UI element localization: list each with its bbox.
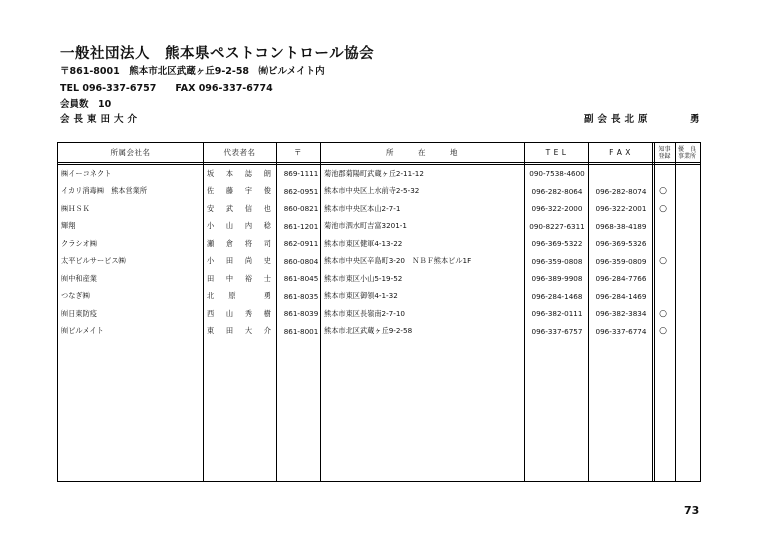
representative-cell <box>207 183 271 201</box>
postal-code-cell: 860-0804 <box>283 256 319 266</box>
header-registration <box>654 143 675 162</box>
representative-cell <box>207 165 271 183</box>
branch-mark <box>678 305 694 323</box>
representative-cell <box>207 235 271 253</box>
table-row <box>58 183 699 201</box>
table-row <box>58 235 699 253</box>
postal-code-cell: 861-8045 <box>283 274 319 284</box>
fax-cell: 0968-38-4189 <box>595 221 647 231</box>
address-cell: 熊本市東区小山5-19-52 <box>324 273 403 283</box>
representative-char: 士 <box>263 273 271 283</box>
header-tel: T E L <box>545 148 567 157</box>
representative-char: 倉 <box>225 238 234 248</box>
representative-char: 司 <box>263 238 271 248</box>
representative-char: 北 <box>207 291 215 301</box>
representative-char: 原 <box>228 291 236 301</box>
registration-mark <box>655 218 671 236</box>
representative-char: 樹 <box>263 308 271 318</box>
address-cell: 菊池市泗水町吉富3201-1 <box>324 221 407 231</box>
header-fax: F A X <box>609 148 631 157</box>
tel-cell: 090-7538-4600 <box>529 169 585 179</box>
header-postal-code: 〒 <box>294 148 302 157</box>
tel-cell: 096-369-5322 <box>531 239 583 249</box>
company-cell: 輝翔 <box>61 221 76 231</box>
representative-char: 本 <box>225 168 234 178</box>
company-cell: 太平ビルサービス㈱ <box>61 256 126 266</box>
tel-cell: 096-389-9908 <box>531 274 583 284</box>
representative-char: 安 <box>207 203 215 213</box>
document-title: 一般社団法人 熊本県ペストコントロール協会 <box>60 46 375 62</box>
header-registration-line2: 登録 <box>658 152 671 160</box>
representative-char: 瀬 <box>207 238 215 248</box>
branch-mark <box>678 235 694 253</box>
header-branch-line1: 優 良 <box>677 145 696 153</box>
fax-cell: 096-282-8074 <box>595 186 647 196</box>
page-number: 73 <box>684 504 700 517</box>
representative-char: 信 <box>244 203 253 213</box>
representative-char: 秀 <box>244 308 253 318</box>
representative-char: 宇 <box>244 186 253 196</box>
table-row <box>58 323 699 341</box>
representative-char: 介 <box>263 326 271 336</box>
header-address: 所 在 地 <box>386 148 458 157</box>
fax-cell: 096-359-0809 <box>595 256 647 266</box>
member-table <box>57 142 701 482</box>
association-contact: TEL 096-337-6757 FAX 096-337-6774 <box>60 83 273 94</box>
registration-mark <box>655 165 671 183</box>
fax-cell: 096-284-1469 <box>595 291 647 301</box>
branch-mark <box>678 323 694 341</box>
fax-cell: 096-284-7766 <box>595 274 647 284</box>
registration-mark: ○ <box>659 308 667 319</box>
fax-cell: 096-337-6774 <box>595 326 647 336</box>
representative-cell <box>207 200 271 218</box>
tel-cell: 096-322-2000 <box>531 204 583 214</box>
representative-cell <box>207 270 271 288</box>
branch-mark <box>678 218 694 236</box>
registration-mark <box>655 235 671 253</box>
table-row <box>58 253 699 271</box>
fax-cell: 096-322-2001 <box>595 204 647 214</box>
branch-mark <box>678 288 694 306</box>
representative-char: 誌 <box>244 168 253 178</box>
registration-mark: ○ <box>659 256 667 267</box>
postal-code-cell: 861-1201 <box>283 221 319 231</box>
representative-char: 俊 <box>263 186 271 196</box>
company-cell: ㈲ビルメイト <box>61 326 104 336</box>
header-branch <box>675 143 699 162</box>
representative-char: 小 <box>207 256 215 266</box>
representative-cell <box>207 305 271 323</box>
representative-char: 朗 <box>263 168 271 178</box>
representative-char: 小 <box>207 221 215 231</box>
address-cell: 熊本市中央区本山2-7-1 <box>324 203 401 213</box>
representative-char: 尚 <box>244 256 253 266</box>
address-cell: 熊本市北区武蔵ヶ丘9-2-58 <box>324 326 413 336</box>
postal-code-cell: 862-0911 <box>283 239 319 249</box>
address-cell: 熊本市中央区上水前寺2-5-32 <box>324 186 420 196</box>
representative-char: 山 <box>225 221 234 231</box>
branch-mark <box>678 200 694 218</box>
representative-char: 史 <box>263 256 271 266</box>
representative-char: 武 <box>225 203 234 213</box>
representative-char: 田 <box>207 273 215 283</box>
table-row <box>58 218 699 236</box>
representative-char: 山 <box>225 308 234 318</box>
company-cell: ㈲中和産業 <box>61 273 97 283</box>
tel-cell: 096-382-0111 <box>531 309 583 319</box>
registration-mark: ○ <box>659 203 667 214</box>
representative-char: 中 <box>225 273 234 283</box>
table-row <box>58 165 699 183</box>
table-row <box>58 288 699 306</box>
president-line: 会長東田大介 <box>60 114 142 125</box>
registration-mark <box>655 270 671 288</box>
postal-code-cell: 860-0821 <box>283 204 319 214</box>
representative-cell <box>207 288 271 306</box>
postal-code-cell: 861-8001 <box>283 326 319 336</box>
branch-mark <box>678 165 694 183</box>
company-cell: イカリ消毒㈱ 熊本営業所 <box>61 186 148 196</box>
tel-cell: 096-359-0808 <box>531 256 583 266</box>
representative-char: 東 <box>207 326 215 336</box>
header-branch-line2: 事業所 <box>677 152 696 160</box>
postal-code-cell: 861-8039 <box>283 309 319 319</box>
fax-cell <box>591 165 651 183</box>
representative-char: 内 <box>244 221 253 231</box>
fax-cell: 096-369-5326 <box>595 239 647 249</box>
representative-cell <box>207 218 271 236</box>
company-cell: クラシオ㈱ <box>61 238 97 248</box>
header-representative: 代表者名 <box>223 148 256 157</box>
address-cell: 菊池郡菊陽町武蔵ヶ丘2-11-12 <box>324 168 424 178</box>
vice-president-given-name: 勇 <box>690 114 704 125</box>
tel-cell: 096-337-6757 <box>531 326 583 336</box>
representative-char: 西 <box>207 308 215 318</box>
vice-president-name: 副会長北原 <box>584 114 652 125</box>
representative-char: 藤 <box>225 186 234 196</box>
postal-code-cell: 869-1111 <box>283 169 319 179</box>
company-cell: つなぎ㈱ <box>61 291 90 301</box>
representative-cell <box>207 323 271 341</box>
header-registration-line1: 知事 <box>658 145 671 153</box>
company-cell: ㈱ＨＳＫ <box>61 203 90 213</box>
registration-mark <box>655 288 671 306</box>
company-cell: ㈱イーコネクト <box>61 168 112 178</box>
representative-char: 稔 <box>263 221 271 231</box>
postal-code-cell: 862-0951 <box>283 186 319 196</box>
representative-char: 佐 <box>207 186 215 196</box>
header-company: 所属会社名 <box>110 148 151 157</box>
representative-char: 田 <box>225 326 234 336</box>
address-cell: 熊本市東区健軍4-13-22 <box>324 238 403 248</box>
representative-cell <box>207 253 271 271</box>
tel-cell: 096-284-1468 <box>531 291 583 301</box>
branch-mark <box>678 253 694 271</box>
association-address: 〒861-8001 熊本市北区武蔵ヶ丘9-2-58 ㈲ビルメイト内 <box>60 66 325 77</box>
representative-char: 坂 <box>207 168 215 178</box>
branch-mark <box>678 183 694 201</box>
table-row <box>58 270 699 288</box>
tel-cell: 096-282-8064 <box>531 186 583 196</box>
representative-char: 田 <box>225 256 234 266</box>
member-count: 会員数 10 <box>60 99 112 110</box>
representative-char: 也 <box>263 203 271 213</box>
registration-mark: ○ <box>659 326 667 337</box>
postal-code-cell: 861-8035 <box>283 291 319 301</box>
address-cell: 熊本市東区御領4-1-32 <box>324 291 398 301</box>
registration-mark: ○ <box>659 186 667 197</box>
representative-char: 将 <box>244 238 253 248</box>
representative-char: 大 <box>244 326 253 336</box>
representative-char: 勇 <box>263 291 271 301</box>
table-row <box>58 305 699 323</box>
company-cell: ㈲日東防疫 <box>61 308 97 318</box>
tel-cell: 090-8227-6311 <box>529 221 585 231</box>
vice-president-line <box>584 111 704 125</box>
branch-mark <box>678 270 694 288</box>
table-row <box>58 200 699 218</box>
address-cell: 熊本市中央区辛島町3-20 ＮＢＦ熊本ビル1F <box>324 256 472 266</box>
address-cell: 熊本市東区長嶺南2-7-10 <box>324 308 405 318</box>
fax-cell: 096-382-3834 <box>595 309 647 319</box>
representative-char: 裕 <box>244 273 253 283</box>
